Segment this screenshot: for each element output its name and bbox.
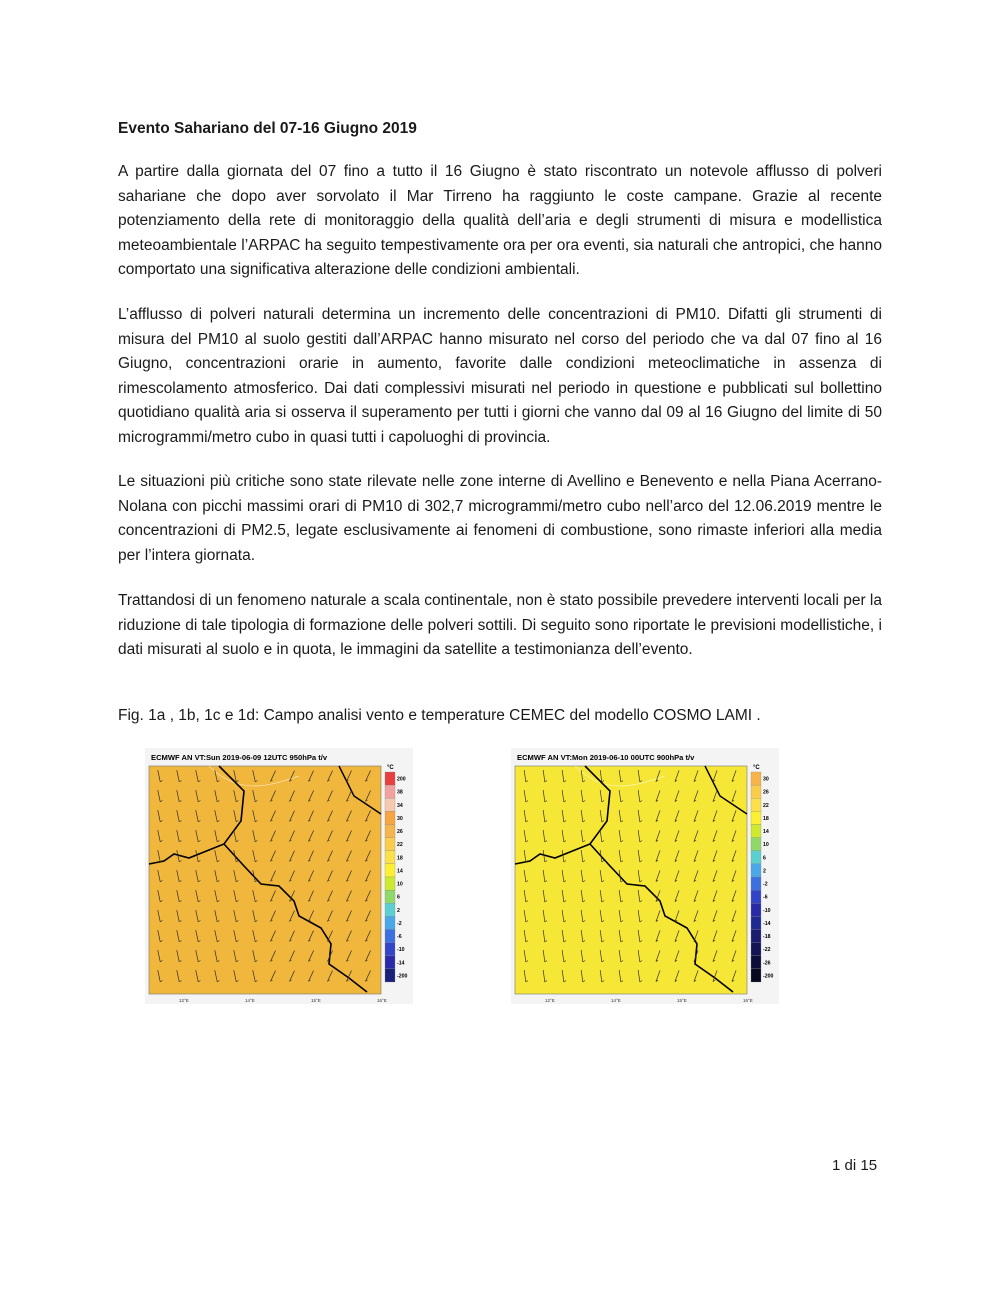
legend-swatch (751, 825, 761, 838)
legend-label: 6 (763, 855, 766, 862)
legend-unit: °C (753, 765, 760, 771)
legend-label: -2 (763, 881, 768, 888)
legend-label: -6 (763, 894, 768, 901)
legend-swatch (751, 811, 761, 824)
legend-label: -22 (763, 947, 771, 954)
legend-label: -2 (397, 920, 402, 927)
legend-label: -26 (763, 960, 771, 967)
legend-swatch (751, 838, 761, 851)
legend-label: -10 (763, 907, 771, 914)
longitude-label: 16°E (743, 998, 753, 1003)
legend-swatch (385, 956, 395, 969)
legend-label: -14 (763, 920, 771, 927)
legend-swatch (385, 916, 395, 929)
legend-swatch (385, 825, 395, 838)
legend-swatch (751, 916, 761, 929)
legend-label: 18 (763, 815, 769, 822)
legend-swatch (385, 798, 395, 811)
legend-swatch (751, 798, 761, 811)
temperature-field (515, 766, 747, 994)
legend-swatch (385, 890, 395, 903)
longitude-label: 15°E (677, 998, 687, 1003)
legend-label: 200 (397, 776, 406, 783)
legend-swatch (751, 785, 761, 798)
page-number: 1 di 15 (832, 1157, 878, 1174)
legend-label: 30 (397, 815, 403, 822)
longitude-label: 15°E (311, 998, 321, 1003)
legend-label: -6 (397, 934, 402, 941)
legend-swatch (385, 851, 395, 864)
legend-label: 18 (397, 855, 403, 862)
legend-label: -10 (397, 947, 405, 954)
legend-swatch (751, 877, 761, 890)
weather-map-1a (145, 748, 413, 1004)
legend-label: 30 (763, 776, 769, 783)
paragraph-2: L’afflusso di polveri naturali determina un incremento delle concentrazioni di PM10. Difatti gli strumenti di misura del PM10 al suolo gestiti dall’ARPAC hanno misurato nel corso del periodo che va dal 07 fino al 16 Giugno, concentrazioni orarie in aumento, favorite dalle condizioni meteoclimatiche in assenza di rimescolamento atmosferico. Dai dati complessivi misurati nel periodo in questione e pubblicati sul bollettino quotidiano qualità aria si osserva il superamento per tutti i giorni che vanno dal 09 al 16 Giugno del limite di 50 microgrammi/metro cubo in quasi tutti i capoluoghi di provincia. (118, 306, 882, 446)
longitude-label: 14°E (611, 998, 621, 1003)
legend-label: -18 (763, 934, 771, 941)
legend-label: 22 (763, 802, 769, 809)
legend-swatch (385, 864, 395, 877)
legend-swatch (385, 838, 395, 851)
figure-caption: Fig. 1a , 1b, 1c e 1d: Campo analisi vento e temperature CEMEC del modello COSMO LAMI . (118, 707, 761, 724)
legend-label: 6 (397, 894, 400, 901)
legend-label: 26 (397, 829, 403, 836)
paragraph-3: Le situazioni più critiche sono state rilevate nelle zone interne di Avellino e Benevento e nella Piana Acerrano-Nolana con picchi massimi orari di PM10 di 302,7 microgrammi/metro cubo nell’arco del 12.06.2019 mentre le concentrazioni di PM2.5, legate esclusivamente ai fenomeni di combustione, sono rimaste inferiori alla media per l’intera giornata. (118, 473, 882, 564)
legend-swatch (385, 877, 395, 890)
legend-swatch (751, 890, 761, 903)
legend-swatch (751, 930, 761, 943)
legend-label: -200 (763, 973, 774, 980)
longitude-label: 16°E (377, 998, 387, 1003)
legend-label: -200 (397, 973, 408, 980)
legend-swatch (751, 943, 761, 956)
map-title: ECMWF AN VT:Sun 2019-06-09 12UTC 950hPa t/v (151, 753, 328, 762)
legend-swatch (385, 969, 395, 982)
legend-swatch (385, 903, 395, 916)
legend-swatch (751, 864, 761, 877)
legend-label: 14 (763, 829, 769, 836)
legend-swatch (751, 772, 761, 785)
legend-swatch (751, 903, 761, 916)
paragraph-4: Trattandosi di un fenomeno naturale a scala continentale, non è stato possibile prevedere interventi locali per la riduzione di tale tipologia di formazione delle polveri sottili. Di seguito sono riportate le previsioni modellistiche, i dati misurati al suolo e in quota, le immagini da satellite a testimonianza dell’evento. (118, 592, 882, 658)
legend-swatch (751, 851, 761, 864)
legend-label: 38 (397, 789, 403, 796)
legend-label: 2 (397, 907, 400, 914)
legend-swatch (385, 772, 395, 785)
legend-label: 14 (397, 868, 403, 875)
legend-label: -14 (397, 960, 405, 967)
map-title: ECMWF AN VT:Mon 2019-06-10 00UTC 900hPa t/v (517, 753, 695, 762)
legend-label: 10 (763, 842, 769, 849)
legend-swatch (751, 969, 761, 982)
legend-swatch (385, 811, 395, 824)
document-title: Evento Sahariano del 07-16 Giugno 2019 (118, 120, 417, 137)
legend-label: 26 (763, 789, 769, 796)
longitude-label: 12°E (179, 998, 189, 1003)
longitude-label: 14°E (245, 998, 255, 1003)
temperature-field (149, 766, 381, 994)
legend-label: 10 (397, 881, 403, 888)
legend-label: 22 (397, 842, 403, 849)
paragraph-1: A partire dalla giornata del 07 fino a tutto il 16 Giugno è stato riscontrato un notevole afflusso di polveri sahariane che dopo aver sorvolato il Mar Tirreno ha raggiunto le coste campane. Grazie al recente potenziamento della rete di monitoraggio della qualità dell’aria e degli strumenti di misura e modellistica meteoambientale l’ARPAC ha seguito tempestivamente ora per ora eventi, sia naturali che antropici, che hanno comportato una significativa alterazione delle condizioni ambientali. (118, 163, 882, 278)
legend-swatch (751, 956, 761, 969)
weather-map-1b (511, 748, 779, 1004)
legend-label: 2 (763, 868, 766, 875)
legend-unit: °C (387, 765, 394, 771)
legend-swatch (385, 785, 395, 798)
longitude-label: 12°E (545, 998, 555, 1003)
legend-swatch (385, 943, 395, 956)
legend-swatch (385, 930, 395, 943)
legend-label: 34 (397, 802, 403, 809)
